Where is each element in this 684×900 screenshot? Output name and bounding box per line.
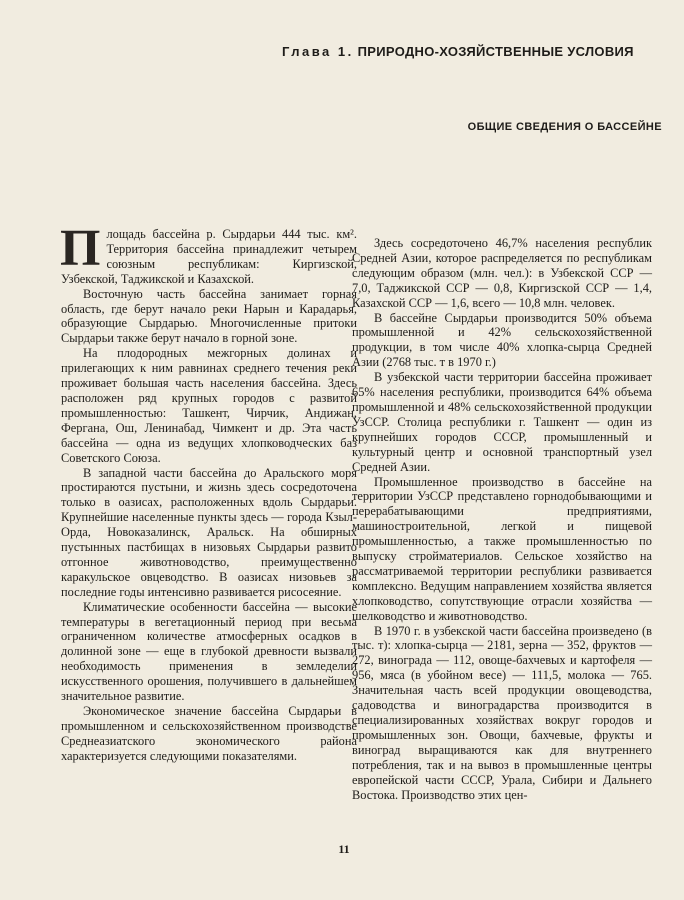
paragraph: Восточную часть бассейна занимает горная область, где берут начало реки Нарын и Карадарья, образующие Сырдарью. Многочисленные притоки Сырдарьи также берут начало в горной зоне. xyxy=(61,286,357,346)
paragraph: Экономическое значение бассейна Сырдарьи в промышленном и сельскохозяйственном производстве Среднеазиатского экономического района характеризуется следующими показателями. xyxy=(61,704,357,763)
chapter-heading xyxy=(282,44,662,59)
paragraph xyxy=(60,220,357,287)
drop-cap: П xyxy=(60,220,101,277)
paragraph: В 1970 г. в узбекской части бассейна произведено (в тыс. т): хлопка-сырца — 2181, зерна — 352, фруктов — 272, винограда — 112, овоще-бахчевых и картофеля — 956, мяса (в убойном весе) — 111,5, молока — 765. Значительная часть всей продукции овощеводства, садоводства и виноградарства производится в специализированных хозяйствах вокруг городов и промышленных зон. Овощи, бахчевые, фрукты и виноград выращиваются как для внутреннего потребления, так и на вывоз в промышленные центры европейской части СССР, Урала, Сибири и Дальнего Востока. Производство этих цен- xyxy=(352,623,652,802)
chapter-label: Глава 1. xyxy=(282,44,354,59)
left-column xyxy=(60,220,357,764)
section-title: ОБЩИЕ СВЕДЕНИЯ О БАССЕЙНЕ xyxy=(467,121,662,133)
paragraph: В узбекской части территории бассейна проживает 65% населения республики, производится 64% объема промышленной и 48% сельскохозяйственной продукции УзССР. Столица республики г. Ташкент — один из крупнейших городов СССР, промышленный и культурный центр и основной транспортный узел Средней Азии. xyxy=(352,370,652,474)
paragraph: В западной части бассейна до Аральского моря простираются пустыни, и жизнь здесь сосредоточена только в оазисах, расположенных вдоль Сырдарьи. Крупнейшие населенные пункты здесь — города Кзыл-Орда, Новоказалинск, Аральск. На обширных пустынных пастбищах в низовьях Сырдарьи развито отгонное животноводство, преимущественно каракульское овцеводство. В оазисах низовьев за последние годы интенсивно развивается рисосеяние. xyxy=(61,465,357,599)
paragraph: Промышленное производство в бассейне на территории УзССР представлено горнодобывающими и перерабатывающими предприятиями, машиностроительной, легкой и пищевой промышленностью, а также промышленностью по выпуску стройматериалов. Сельское хозяйство на рассматриваемой территории республики развивается комплексно. Ведущим направлением хозяйства является хлопководство, сопутствующие отрасли хозяйства — шелководство и животноводство. xyxy=(352,474,652,623)
paragraph: Здесь сосредоточено 46,7% населения республик Средней Азии, которое распределяется по республикам следующим образом (млн. чел.): в Узбекской ССР — 7,0, Таджикской ССР — 0,8, Киргизской ССР — 1,4, Казахской ССР — 1,6, всего — 10,8 млн. человек. xyxy=(352,236,652,310)
paragraph: На плодородных межгорных долинах и прилегающих к ним равнинах среднего течения реки проживает большая часть населения бассейна. Здесь расположен ряд крупных городов с развитой промышленностью: Ташкент, Чирчик, Андижан, Фергана, Ош, Ленинабад, Чимкент и др. Эта часть бассейна — одна из ведущих хлопководческих баз Советского Союза. xyxy=(61,346,357,465)
paragraph: Климатические особенности бассейна — высокие температуры в вегетационный период при весьма ограниченном количестве атмосферных осадков в долинной зоне — еще в глубокой древности вызвали необходимость применения в земледелии искусственного орошения, получившего в дальнейшем значительное развитие. xyxy=(61,599,357,704)
chapter-title: ПРИРОДНО-ХОЗЯЙСТВЕННЫЕ УСЛОВИЯ xyxy=(357,44,634,59)
page-number: 11 xyxy=(338,842,350,856)
right-column xyxy=(352,236,652,802)
paragraph-text: лощадь бассейна р. Сырдарьи 444 тыс. км². Территория бассейна принадлежит четырем союзным республикам: Киргизской, Узбекской, Таджикской и Казахской. xyxy=(61,227,357,286)
paragraph: В бассейне Сырдарьи производится 50% объема промышленной и 42% сельскохозяйственной продукции, в том числе 40% хлопка-сырца Средней Азии (2768 тыс. т в 1970 г.) xyxy=(352,310,652,370)
